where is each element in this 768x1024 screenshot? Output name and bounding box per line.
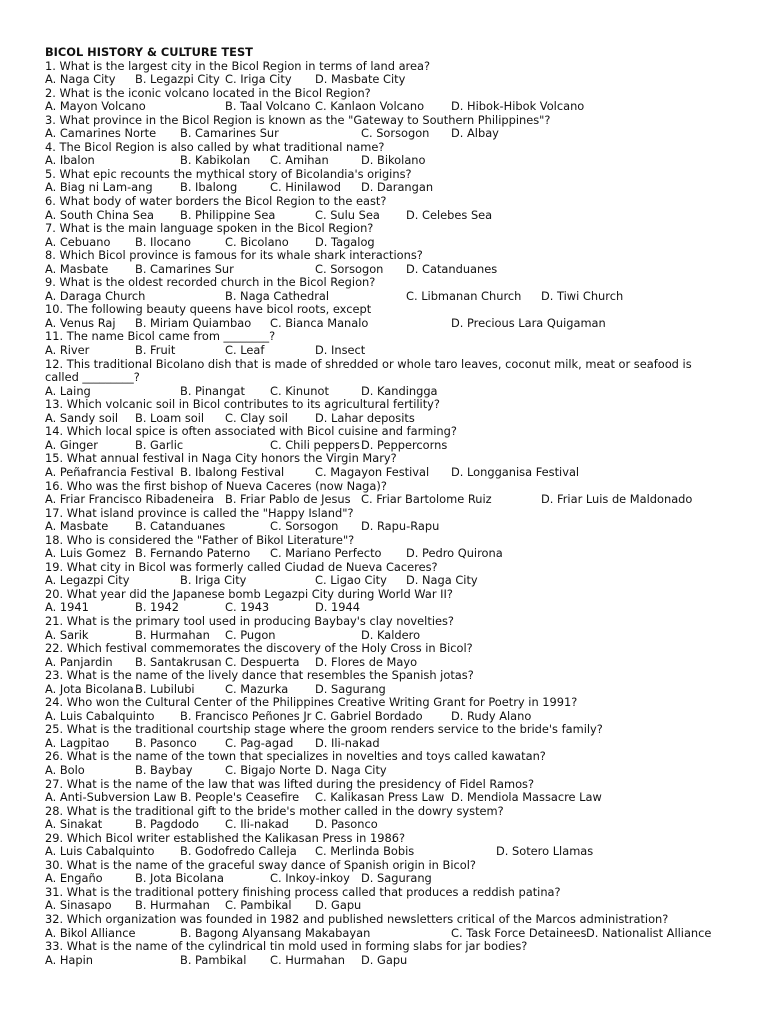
option-c: C. Kanlaon Volcano [315, 99, 425, 114]
question-text: 6. What body of water borders the Bicol Region to the east? [45, 194, 387, 209]
answer-options [45, 683, 735, 697]
option-a: A. Mayon Volcano [45, 99, 146, 114]
option-d: D. Darangan [361, 180, 434, 195]
option-d: D. Friar Luis de Maldonado [541, 492, 693, 507]
answer-options [45, 236, 735, 250]
option-c: C. Task Force Detainees [451, 925, 587, 940]
option-b: B. Pinangat [180, 383, 245, 398]
option-d: D. Sotero Llamas [496, 844, 594, 859]
answer-options [45, 73, 735, 87]
option-b: B. Iriga City [180, 573, 247, 588]
option-b: B. Hurmahan [135, 627, 210, 642]
option-d: D. Gapu [361, 952, 408, 967]
question-text: 15. What annual festival in Naga City honors the Virgin Mary? [45, 451, 397, 466]
option-c: C. Magayon Festival [315, 464, 430, 479]
option-c: C. Kalikasan Press Law [315, 790, 445, 805]
option-c: C. Hinilawod [270, 180, 341, 195]
option-c: C. Friar Bartolome Ruiz [361, 492, 492, 507]
question-text: 29. Which Bicol writer established the Kalikasan Press in 1986? [45, 830, 406, 845]
option-d: D. Albay [451, 126, 499, 141]
option-a: A. Luis Cabalquinto [45, 844, 155, 859]
option-c: C. Sorsogon [270, 519, 339, 534]
option-c: C. Leaf [225, 343, 265, 358]
option-b: B. People's Ceasefire [180, 790, 300, 805]
option-d: D. Nationalist Alliance [586, 925, 712, 940]
question-text-continued: called _________? [45, 370, 140, 385]
question-text: 8. Which Bicol province is famous for its whale shark interactions? [45, 248, 423, 263]
question-text: 9. What is the oldest recorded church in the Bicol Region? [45, 275, 376, 290]
option-b: B. Legazpi City [135, 72, 220, 87]
option-c: C. Ligao City [315, 573, 387, 588]
option-a: A. Anti-Subversion Law [45, 790, 177, 805]
option-d: D. Rapu-Rapu [361, 519, 440, 534]
option-a: A. Daraga Church [45, 288, 146, 303]
option-a: A. Bikol Alliance [45, 925, 136, 940]
answer-options [45, 181, 735, 195]
question-text: 28. What is the traditional gift to the bride's mother called in the dowry system? [45, 803, 504, 818]
option-c: C. Pambikal [225, 898, 292, 913]
option-b: B. Jota Bicolana [135, 871, 225, 886]
answer-options [45, 439, 735, 453]
option-a: A. Laing [45, 383, 91, 398]
option-a: A. Peñafrancia Festival [45, 464, 174, 479]
answer-options [45, 629, 735, 643]
option-d: D. Insect [315, 343, 366, 358]
answer-options [45, 737, 735, 751]
option-c: C. Mariano Perfecto [270, 546, 382, 561]
option-b: B. Philippine Sea [180, 207, 276, 222]
option-c: C. Amihan [270, 153, 329, 168]
option-c: C. Hurmahan [270, 952, 345, 967]
option-a: A. Panjardin [45, 654, 113, 669]
question-text: 13. Which volcanic soil in Bicol contributes to its agricultural fertility? [45, 397, 440, 412]
question-text: 33. What is the name of the cylindrical tin mold used in forming slabs for jar bodies? [45, 939, 528, 954]
option-d: D. Peppercorns [361, 437, 448, 452]
answer-options [45, 100, 735, 114]
option-c: C. Mazurka [225, 681, 289, 696]
option-c: C. 1943 [225, 600, 270, 615]
option-c: C. Inkoy-inkoy [270, 871, 350, 886]
option-b: B. Fernando Paterno [135, 546, 251, 561]
question-text: 11. The name Bicol came from ________? [45, 329, 276, 344]
option-d: D. Tiwi Church [541, 288, 624, 303]
answer-options [45, 818, 735, 832]
option-d: D. Mendiola Massacre Law [451, 790, 602, 805]
option-a: A. Masbate [45, 261, 109, 276]
answer-options [45, 154, 735, 168]
option-c: C. Libmanan Church [406, 288, 522, 303]
option-a: A. Ibalon [45, 153, 95, 168]
answer-options [45, 710, 735, 724]
question-text: 23. What is the name of the lively dance that resembles the Spanish jotas? [45, 668, 474, 683]
option-d: D. Kandingga [361, 383, 438, 398]
option-a: A. Engaño [45, 871, 103, 886]
option-b: B. Francisco Peñones Jr [180, 708, 312, 723]
option-c: C. Sulu Sea [315, 207, 380, 222]
option-b: B. Garlic [135, 437, 184, 452]
question-text: 25. What is the traditional courtship stage where the groom renders service to the bride's family? [45, 722, 603, 737]
option-a: A. Masbate [45, 519, 109, 534]
option-c: C. Bicolano [225, 234, 289, 249]
question-text: 16. Who was the first bishop of Nueva Caceres (now Naga)? [45, 478, 387, 493]
answer-options [45, 845, 735, 859]
option-c: C. Gabriel Bordado [315, 708, 423, 723]
option-a: A. Lagpitao [45, 735, 110, 750]
option-d: D. Ili-nakad [315, 735, 380, 750]
question-text: 24. Who won the Cultural Center of the Philippines Creative Writing Grant for Poetry in 1991? [45, 695, 578, 710]
option-a: A. Hapin [45, 952, 93, 967]
quiz-body [45, 46, 735, 967]
option-a: A. Luis Gomez [45, 546, 126, 561]
answer-options [45, 344, 735, 358]
option-d: D. Longganisa Festival [451, 464, 580, 479]
option-c: C. Sorsogon [315, 261, 384, 276]
answer-options [45, 263, 735, 277]
option-d: D. Pasonco [315, 817, 378, 832]
option-d: D. Naga City [406, 573, 478, 588]
answer-options [45, 520, 735, 534]
option-c: C. Merlinda Bobis [315, 844, 415, 859]
option-c: C. Bianca Manalo [270, 315, 369, 330]
option-d: D. Tagalog [315, 234, 375, 249]
option-a: A. Friar Francisco Ribadeneira [45, 492, 215, 507]
option-a: A. 1941 [45, 600, 89, 615]
option-b: B. Bagong Alyansang Makabayan [180, 925, 371, 940]
option-a: A. Ginger [45, 437, 98, 452]
question-text: 5. What epic recounts the mythical story of Bicolandia's origins? [45, 166, 412, 181]
option-c: C. Iriga City [225, 72, 292, 87]
answer-options [45, 385, 735, 399]
option-b: B. Naga Cathedral [225, 288, 330, 303]
option-c: C. Sorsogon [361, 126, 430, 141]
option-b: B. Camarines Sur [180, 126, 279, 141]
question-text: 17. What island province is called the "Happy Island"? [45, 505, 354, 520]
option-c: C. Pugon [225, 627, 276, 642]
option-a: A. Cebuano [45, 234, 111, 249]
question-text: 4. The Bicol Region is also called by what traditional name? [45, 139, 385, 154]
question-text: 1. What is the largest city in the Bicol Region in terms of land area? [45, 58, 431, 73]
option-d: D. Bikolano [361, 153, 426, 168]
question-text: 12. This traditional Bicolano dish that is made of shredded or whole taro leaves, coconut milk, meat or seafood is [45, 356, 692, 371]
option-a: A. Bolo [45, 762, 85, 777]
option-a: A. Biag ni Lam-ang [45, 180, 153, 195]
question-text: 7. What is the main language spoken in the Bicol Region? [45, 221, 374, 236]
answer-options [45, 493, 735, 507]
question-text: 21. What is the primary tool used in producing Baybay's clay novelties? [45, 613, 454, 628]
question-text: 26. What is the name of the town that specializes in novelties and toys called kawatan? [45, 749, 546, 764]
option-d: D. Lahar deposits [315, 410, 415, 425]
option-b: B. Taal Volcano [225, 99, 311, 114]
question-text: 32. Which organization was founded in 1982 and published newsletters critical of the Marcos administration? [45, 912, 669, 926]
option-d: D. Gapu [315, 898, 362, 913]
answer-options [45, 927, 735, 941]
option-b: B. Ibalong Festival [180, 464, 285, 479]
question-text: 22. Which festival commemorates the discovery of the Holy Cross in Bicol? [45, 641, 473, 656]
option-d: D. Masbate City [315, 72, 406, 87]
option-b: B. Lubilubi [135, 681, 195, 696]
option-a: A. River [45, 343, 90, 358]
option-b: B. Camarines Sur [135, 261, 234, 276]
option-b: B. Ilocano [135, 234, 191, 249]
option-a: A. Naga City [45, 72, 116, 87]
question-text: 14. Which local spice is often associated with Bicol cuisine and farming? [45, 424, 457, 439]
question-text: 18. Who is considered the "Father of Bikol Literature"? [45, 532, 355, 547]
option-a: A. Camarines Norte [45, 126, 157, 141]
option-c: C. Kinunot [270, 383, 329, 398]
option-c: C. Despuerta [225, 654, 300, 669]
answer-options [45, 656, 735, 670]
question-text: 10. The following beauty queens have bicol roots, except [45, 302, 372, 317]
option-b: B. Friar Pablo de Jesus [225, 492, 351, 507]
option-d: D. 1944 [315, 600, 361, 615]
option-a: A. Sinakat [45, 817, 103, 832]
option-b: B. Hurmahan [135, 898, 210, 913]
answer-options [45, 127, 735, 141]
answer-options [45, 954, 735, 968]
option-d: D. Kaldero [361, 627, 421, 642]
answer-options [45, 547, 735, 561]
option-b: B. Kabikolan [180, 153, 251, 168]
option-c: C. Chili peppers [270, 437, 360, 452]
option-c: C. Clay soil [225, 410, 288, 425]
question-text: 19. What city in Bicol was formerly called Ciudad de Nueva Caceres? [45, 559, 438, 574]
question-list [45, 60, 735, 968]
option-d: D. Naga City [315, 762, 387, 777]
answer-options [45, 574, 735, 588]
option-a: A. Luis Cabalquinto [45, 708, 155, 723]
option-c: C. Ili-nakad [225, 817, 289, 832]
option-a: A. Legazpi City [45, 573, 130, 588]
option-a: A. Sandy soil [45, 410, 119, 425]
option-b: B. Ibalong [180, 180, 238, 195]
option-b: B. Godofredo Calleja [180, 844, 297, 859]
option-b: B. Fruit [135, 343, 176, 358]
option-a: A. Sinasapo [45, 898, 112, 913]
question-text: 31. What is the traditional pottery finishing process called that produces a reddish patina? [45, 884, 561, 899]
option-d: D. Sagurang [315, 681, 386, 696]
question-text: 3. What province in the Bicol Region is known as the "Gateway to Southern Philippines"? [45, 112, 551, 127]
answer-options [45, 764, 735, 778]
option-c: C. Bigajo Norte [225, 762, 311, 777]
option-d: D. Catanduanes [406, 261, 498, 276]
option-d: D. Celebes Sea [406, 207, 493, 222]
option-b: B. Catanduanes [135, 519, 226, 534]
question-text: 20. What year did the Japanese bomb Legazpi City during World War II? [45, 586, 453, 601]
option-d: D. Rudy Alano [451, 708, 532, 723]
option-d: D. Flores de Mayo [315, 654, 418, 669]
answer-options [45, 317, 735, 331]
option-b: B. Baybay [135, 762, 193, 777]
option-b: B. Miriam Quiambao [135, 315, 252, 330]
option-a: A. South China Sea [45, 207, 154, 222]
option-a: A. Sarik [45, 627, 89, 642]
answer-options [45, 872, 735, 886]
question-text: 30. What is the name of the graceful sway dance of Spanish origin in Bicol? [45, 857, 476, 872]
option-d: D. Precious Lara Quigaman [451, 315, 606, 330]
option-b: B. Loam soil [135, 410, 205, 425]
answer-options [45, 791, 735, 805]
option-a: A. Venus Raj [45, 315, 116, 330]
test-title: BICOL HISTORY & CULTURE TEST [45, 45, 253, 59]
option-b: B. Pambikal [180, 952, 247, 967]
answer-options [45, 601, 735, 615]
answer-options [45, 899, 735, 913]
option-d: D. Sagurang [361, 871, 432, 886]
option-b: B. Pagdodo [135, 817, 200, 832]
answer-options [45, 412, 735, 426]
answer-options [45, 209, 735, 223]
option-a: A. Jota Bicolana [45, 681, 134, 696]
option-d: D. Pedro Quirona [406, 546, 503, 561]
option-d: D. Hibok-Hibok Volcano [451, 99, 585, 114]
answer-options [45, 290, 735, 304]
option-b: B. Pasonco [135, 735, 197, 750]
option-c: C. Pag-agad [225, 735, 294, 750]
question-text: 27. What is the name of the law that was lifted during the presidency of Fidel Ramos? [45, 776, 535, 791]
question-text: 2. What is the iconic volcano located in the Bicol Region? [45, 85, 371, 100]
answer-options [45, 466, 735, 480]
option-b: B. 1942 [135, 600, 180, 615]
option-b: B. Santakrusan [135, 654, 222, 669]
